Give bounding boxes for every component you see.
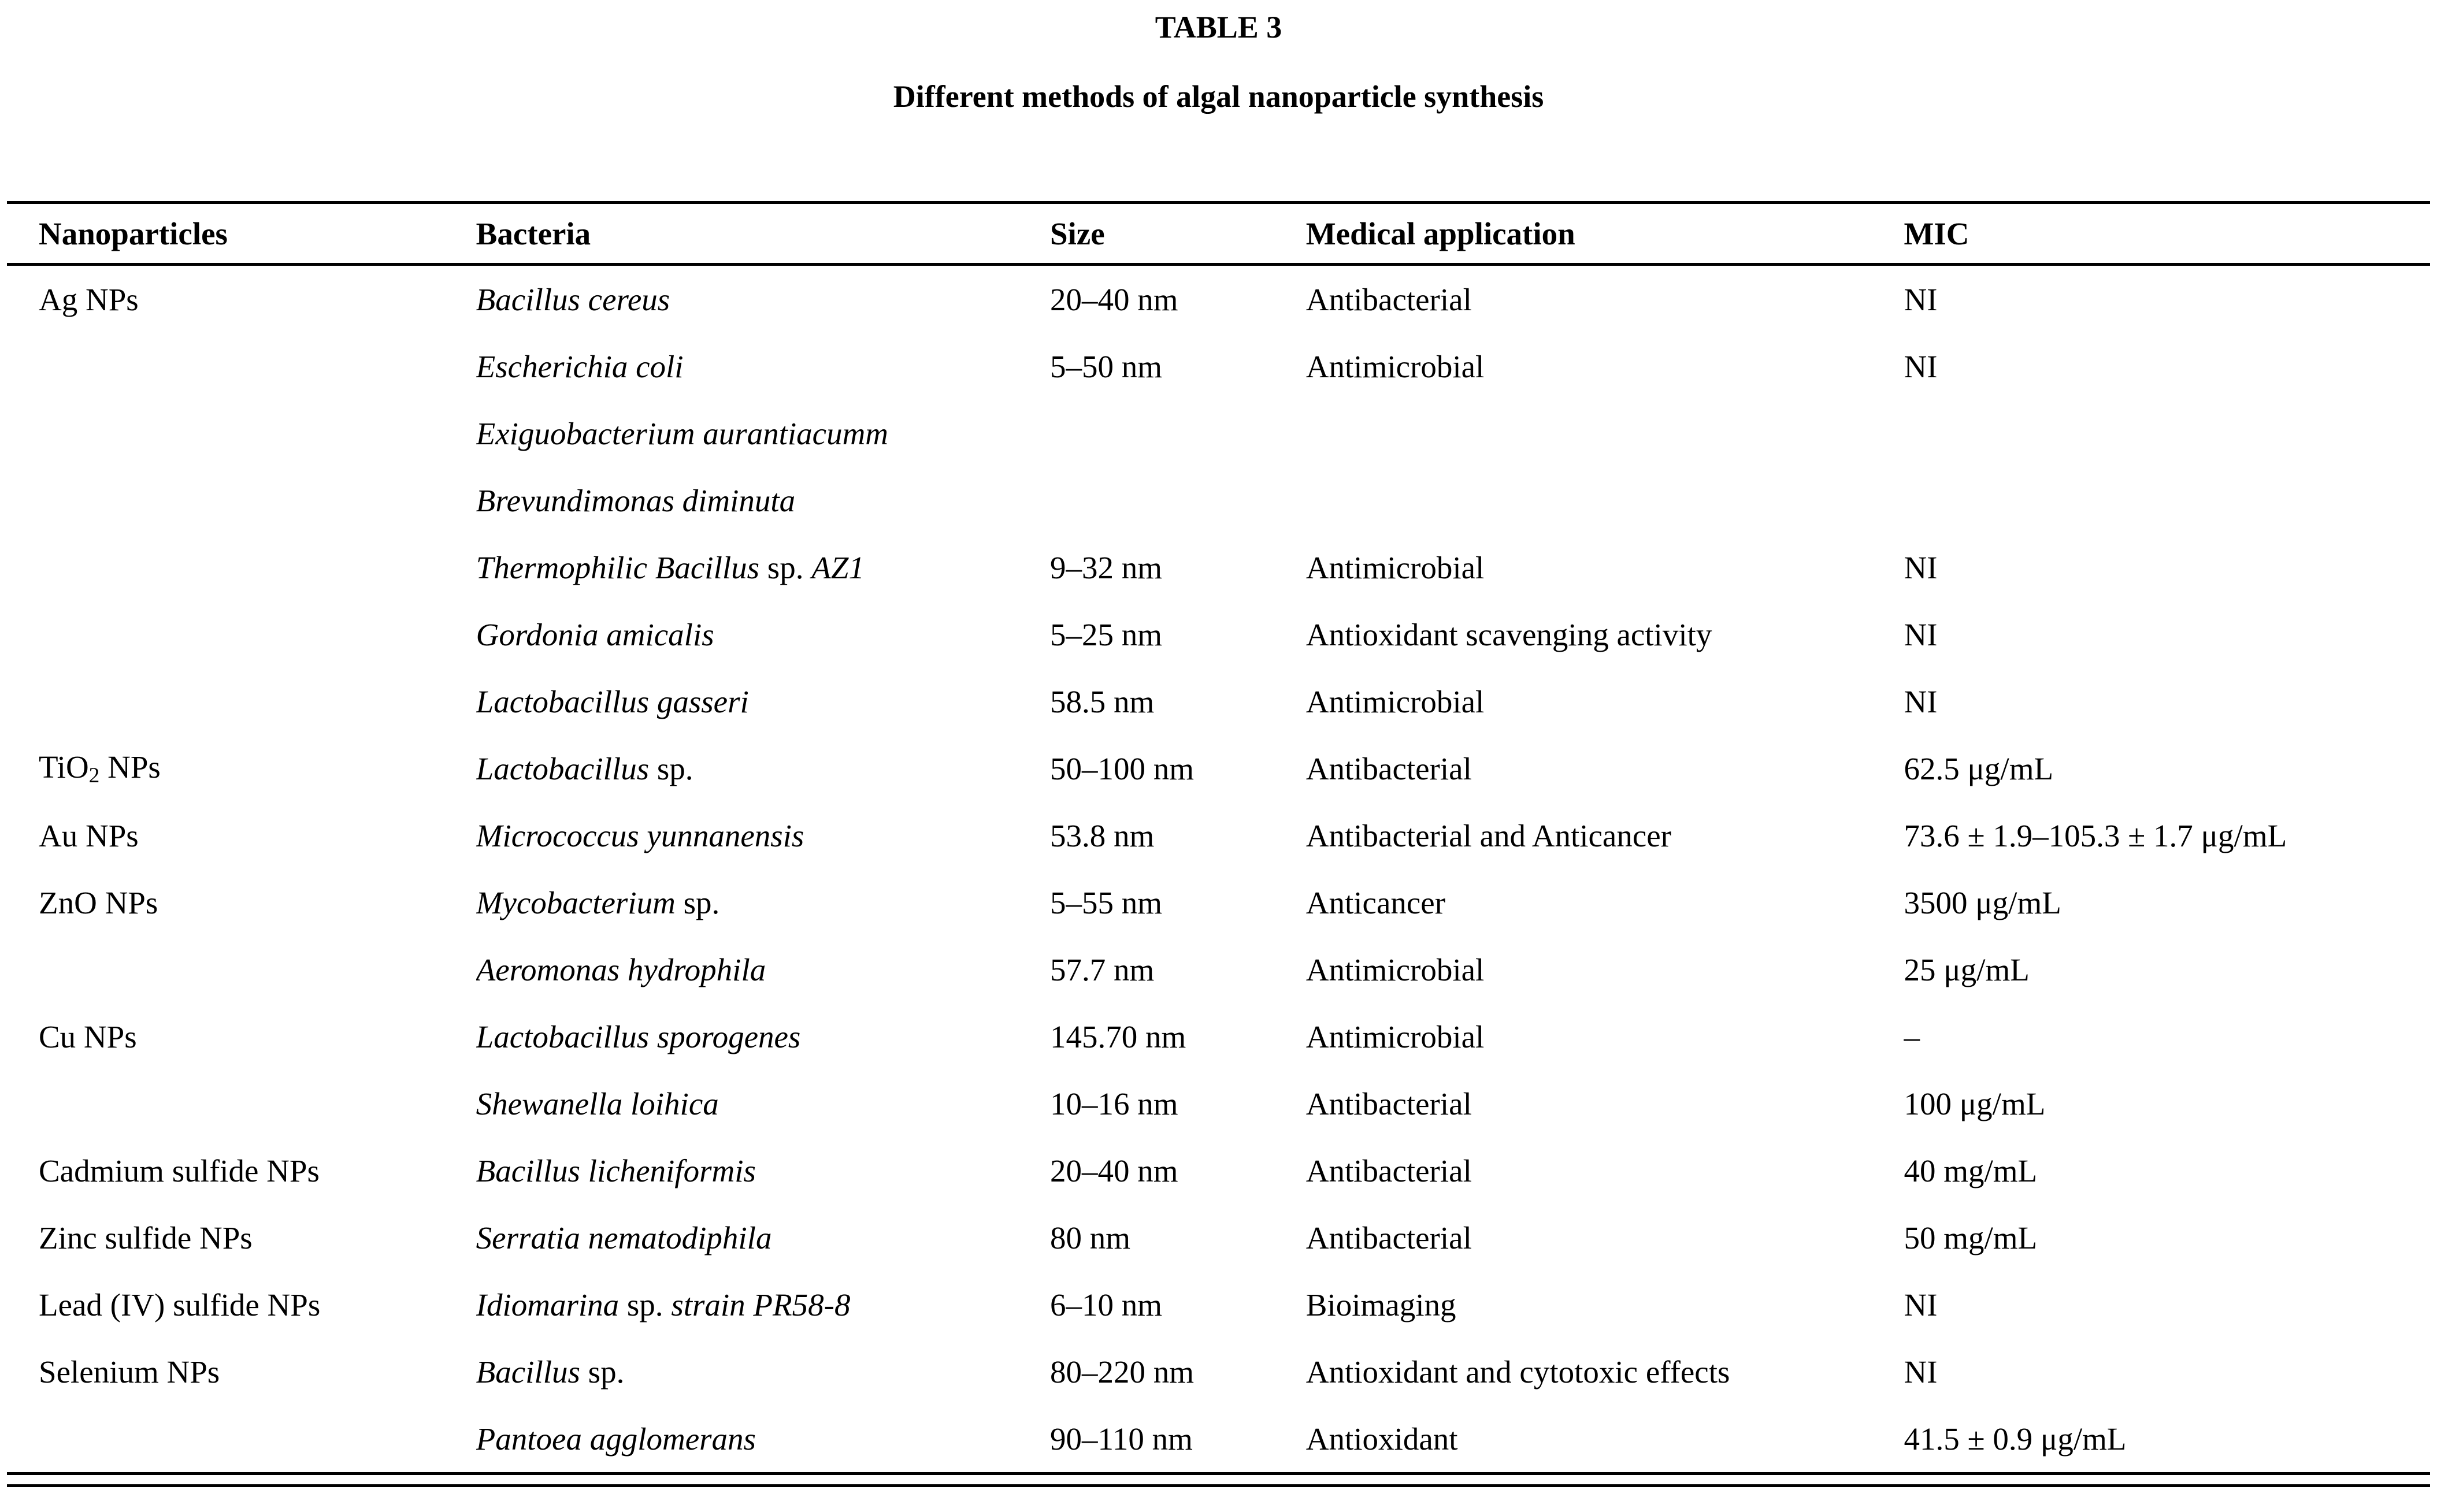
cell-nanoparticles: Zinc sulfide NPs xyxy=(39,1220,253,1255)
cell-medical-application: Antimicrobial xyxy=(1305,549,1485,585)
cell-bacteria: Shewanella loihica xyxy=(476,1086,719,1121)
cell-nanoparticles xyxy=(7,668,476,735)
cell-medical-application xyxy=(1306,467,1904,534)
cell-size: 5–50 nm xyxy=(1049,348,1162,384)
cell-nanoparticles: Ag NPs xyxy=(39,281,139,317)
text-segment: AZ1 xyxy=(811,549,865,585)
cell-medical-application: Antibacterial and Anticancer xyxy=(1305,818,1671,853)
cell-bacteria: Lactobacillus sporogenes xyxy=(476,1019,801,1054)
cell-mic: 40 mg/mL xyxy=(1904,1153,2038,1188)
cell-bacteria xyxy=(476,869,1050,936)
table-number: TABLE 3 xyxy=(1155,10,1282,44)
table-header xyxy=(7,203,2430,265)
cell-bacteria: Pantoea agglomerans xyxy=(476,1421,756,1457)
cell-size: 57.7 nm xyxy=(1049,952,1155,987)
header-medical-application: Medical application xyxy=(1306,203,1904,265)
cell-mic: NI xyxy=(1904,683,1938,719)
cell-size: 10–16 nm xyxy=(1049,1086,1178,1121)
cell-mic: NI xyxy=(1904,1287,1938,1322)
cell-nanoparticles: Cadmium sulfide NPs xyxy=(39,1153,320,1188)
header-mic: MIC xyxy=(1904,203,2430,265)
cell-bacteria xyxy=(476,534,1050,601)
cell-nanoparticles: Au NPs xyxy=(39,818,139,853)
cell-bacteria: Gordonia amicalis xyxy=(476,616,714,652)
table-row xyxy=(7,1070,2430,1137)
cell-nanoparticles xyxy=(7,534,476,601)
cell-nanoparticles: Cu NPs xyxy=(39,1019,137,1054)
cell-size: 20–40 nm xyxy=(1049,281,1178,317)
cell-nanoparticles xyxy=(7,333,476,400)
cell-nanoparticles: ZnO NPs xyxy=(39,885,158,920)
cell-nanoparticles xyxy=(7,735,476,802)
cell-medical-application: Antioxidant xyxy=(1305,1421,1458,1457)
cell-size: 9–32 nm xyxy=(1049,549,1162,585)
cell-bacteria: Micrococcus yunnanensis xyxy=(476,818,804,853)
cell-medical-application: Antibacterial xyxy=(1305,751,1472,786)
table-row xyxy=(7,1204,2430,1271)
text-segment: Bacillus xyxy=(476,1354,588,1390)
cell-size: 5–25 nm xyxy=(1049,616,1162,652)
cell-medical-application: Antibacterial xyxy=(1305,1153,1472,1188)
cell-medical-application xyxy=(1306,400,1904,467)
text-segment: strain PR58-8 xyxy=(671,1287,851,1322)
header-row xyxy=(7,203,2430,265)
cell-medical-application: Antioxidant scavenging activity xyxy=(1305,616,1712,652)
header-size: Size xyxy=(1050,203,1306,265)
cell-medical-application: Antibacterial xyxy=(1305,1220,1472,1255)
cell-nanoparticles: Selenium NPs xyxy=(39,1354,220,1390)
cell-mic: NI xyxy=(1904,549,1938,585)
cell-size: 5–55 nm xyxy=(1049,885,1162,920)
cell-size xyxy=(1050,467,1306,534)
table-row xyxy=(7,601,2430,668)
cell-bacteria xyxy=(476,735,1050,802)
cell-medical-application: Anticancer xyxy=(1305,885,1446,920)
subscript-text: 2 xyxy=(88,764,100,788)
cell-size: 53.8 nm xyxy=(1049,818,1155,853)
header-bacteria: Bacteria xyxy=(476,203,1050,265)
cell-nanoparticles: Lead (IV) sulfide NPs xyxy=(39,1287,321,1322)
text-segment: TiO xyxy=(39,749,89,785)
cell-medical-application: Antimicrobial xyxy=(1305,1019,1485,1054)
cell-mic xyxy=(1904,400,2430,467)
cell-mic: 62.5 μg/mL xyxy=(1904,751,2054,786)
table-row xyxy=(7,333,2430,400)
cell-mic: 3500 μg/mL xyxy=(1904,885,2061,920)
cell-mic: 100 μg/mL xyxy=(1904,1086,2046,1121)
cell-bacteria: Exiguobacterium aurantiacumm xyxy=(476,415,889,451)
table-row xyxy=(7,802,2430,869)
table-row xyxy=(7,936,2430,1003)
cell-bacteria xyxy=(476,1338,1050,1405)
cell-size: 80 nm xyxy=(1049,1220,1130,1255)
cell-mic: 50 mg/mL xyxy=(1904,1220,2038,1255)
roman-text: sp. xyxy=(767,549,812,585)
table-body xyxy=(7,265,2430,1474)
cell-nanoparticles xyxy=(7,1405,476,1474)
cell-nanoparticles xyxy=(7,467,476,534)
cell-bacteria: Serratia nematodiphila xyxy=(476,1220,772,1255)
text-segment: Mycobacterium xyxy=(476,885,684,920)
cell-medical-application: Bioimaging xyxy=(1305,1287,1456,1322)
bottom-double-rule xyxy=(7,1484,2430,1487)
table-row xyxy=(7,467,2430,534)
cell-mic: NI xyxy=(1904,348,1938,384)
cell-size: 90–110 nm xyxy=(1049,1421,1193,1457)
cell-medical-application: Antimicrobial xyxy=(1305,952,1485,987)
table-row xyxy=(7,1405,2430,1474)
text-segment: Thermophilic Bacillus xyxy=(476,549,767,585)
cell-bacteria: Lactobacillus gasseri xyxy=(476,683,749,719)
cell-medical-application: Antimicrobial xyxy=(1305,348,1485,384)
roman-text: sp. xyxy=(656,751,693,786)
cell-size: 58.5 nm xyxy=(1049,683,1155,719)
cell-bacteria: Brevundimonas diminuta xyxy=(476,482,796,518)
cell-nanoparticles xyxy=(7,601,476,668)
table-row xyxy=(7,735,2430,802)
text-segment: Idiomarina xyxy=(476,1287,627,1322)
cell-mic: NI xyxy=(1904,281,1938,317)
header-nanoparticles: Nanoparticles xyxy=(7,203,476,265)
cell-bacteria: Bacillus licheniformis xyxy=(476,1153,756,1188)
data-table xyxy=(7,201,2430,1475)
text-segment: NPs xyxy=(99,749,161,785)
cell-mic: 73.6 ± 1.9–105.3 ± 1.7 μg/mL xyxy=(1904,818,2287,853)
cell-size: 80–220 nm xyxy=(1049,1354,1194,1390)
text-segment: Lactobacillus xyxy=(476,751,657,786)
table-row xyxy=(7,1338,2430,1405)
cell-nanoparticles xyxy=(7,400,476,467)
cell-size: 20–40 nm xyxy=(1049,1153,1178,1188)
cell-nanoparticles xyxy=(7,936,476,1003)
roman-text: sp. xyxy=(626,1287,672,1322)
table-row xyxy=(7,869,2430,936)
cell-bacteria: Bacillus cereus xyxy=(476,281,670,317)
table-caption: Different methods of algal nanoparticle synthesis xyxy=(893,79,1544,114)
cell-mic: 41.5 ± 0.9 μg/mL xyxy=(1904,1421,2127,1457)
table-row xyxy=(7,1271,2430,1338)
cell-mic xyxy=(1904,467,2430,534)
cell-size: 50–100 nm xyxy=(1049,751,1194,786)
cell-size xyxy=(1050,400,1306,467)
cell-mic: 25 μg/mL xyxy=(1904,952,2030,987)
cell-mic: – xyxy=(1904,1019,1920,1054)
table-row xyxy=(7,265,2430,333)
cell-bacteria xyxy=(476,1271,1050,1338)
cell-nanoparticles xyxy=(7,1070,476,1137)
cell-medical-application: Antimicrobial xyxy=(1305,683,1485,719)
roman-text: sp. xyxy=(588,1354,625,1390)
cell-medical-application: Antibacterial xyxy=(1305,1086,1472,1121)
table-row xyxy=(7,534,2430,601)
roman-text: sp. xyxy=(683,885,720,920)
cell-bacteria: Escherichia coli xyxy=(476,348,684,384)
cell-medical-application: Antioxidant and cytotoxic effects xyxy=(1305,1354,1730,1390)
cell-mic: NI xyxy=(1904,616,1938,652)
cell-bacteria: Aeromonas hydrophila xyxy=(476,952,766,987)
cell-size: 6–10 nm xyxy=(1049,1287,1162,1322)
cell-size: 145.70 nm xyxy=(1049,1019,1186,1054)
cell-mic: NI xyxy=(1904,1354,1938,1390)
table-row xyxy=(7,668,2430,735)
table-row xyxy=(7,400,2430,467)
table-row xyxy=(7,1137,2430,1204)
cell-medical-application: Antibacterial xyxy=(1305,281,1472,317)
table-row xyxy=(7,1003,2430,1070)
